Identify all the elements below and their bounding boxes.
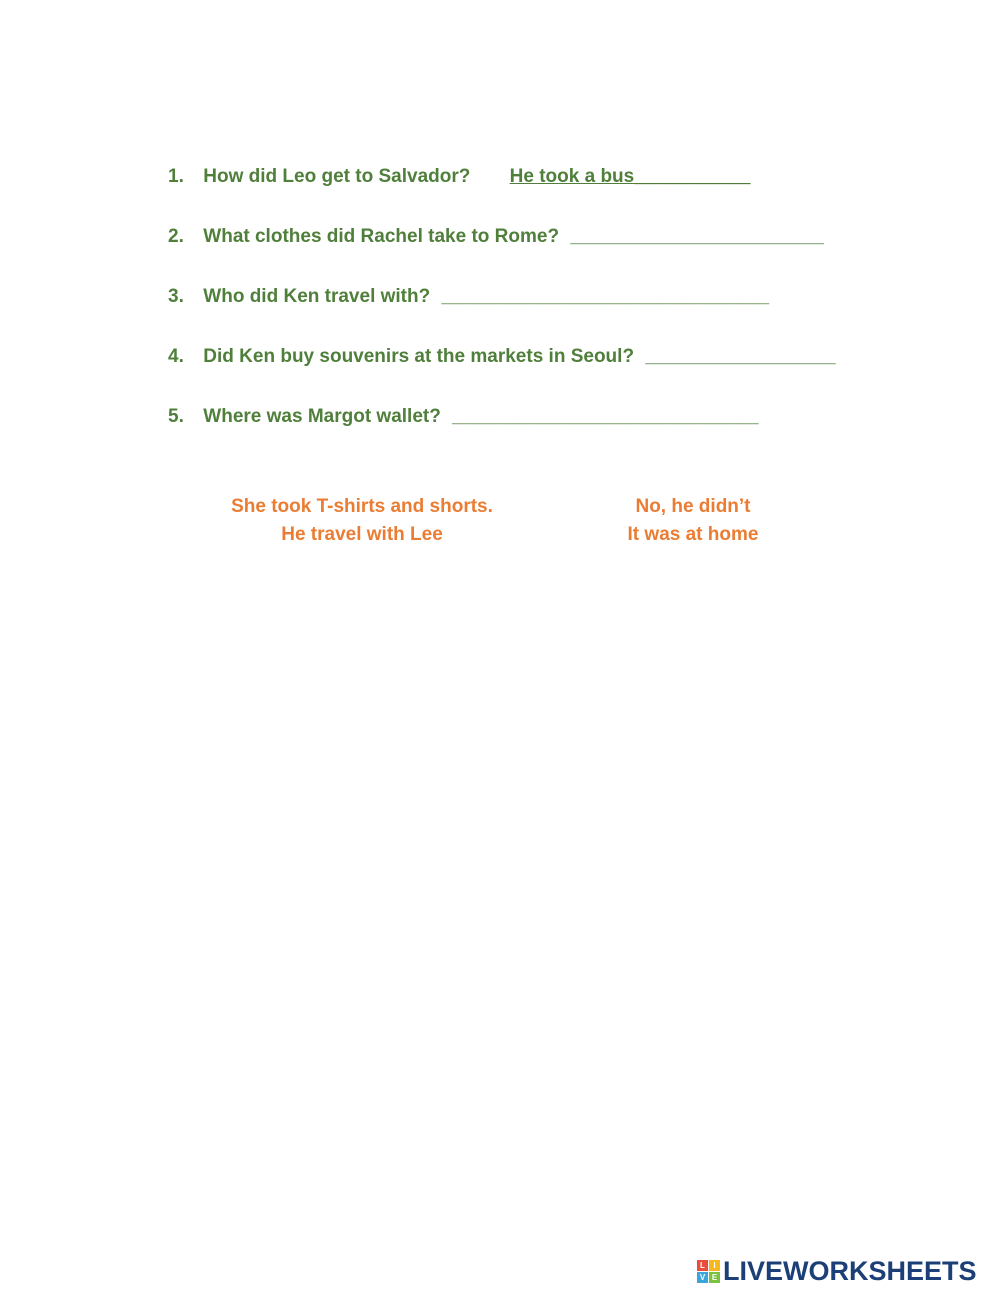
question-number: 5. <box>168 406 184 427</box>
answer-field-3[interactable]: _______________________________ <box>441 286 770 307</box>
question-number: 2. <box>168 226 184 247</box>
logo-letter: L <box>697 1260 708 1271</box>
question-text: Where was Margot wallet? <box>203 406 441 427</box>
logo-letter: V <box>697 1272 708 1283</box>
question-number: 3. <box>168 286 184 307</box>
logo-letter: E <box>709 1272 720 1283</box>
answer-blank: ___________ <box>634 166 751 187</box>
question-text: Who did Ken travel with? <box>203 286 431 307</box>
answer-option[interactable]: He travel with Lee <box>281 524 443 545</box>
liveworksheets-logo <box>697 1255 977 1287</box>
question-2 <box>168 225 824 249</box>
answer-options-left <box>212 493 512 549</box>
question-number: 4. <box>168 346 184 367</box>
answer-option[interactable]: It was at home <box>627 524 759 545</box>
answer-field-4[interactable]: __________________ <box>645 346 836 367</box>
answer-field-1[interactable] <box>510 166 751 187</box>
question-5 <box>168 405 759 429</box>
answer-text: He took a bus <box>509 166 635 187</box>
question-1 <box>168 165 750 189</box>
logo-text: LIVEWORKSHEETS <box>723 1255 977 1286</box>
answer-option[interactable]: She took T-shirts and shorts. <box>231 496 493 517</box>
question-3 <box>168 285 769 309</box>
answer-options-right <box>593 493 793 549</box>
question-text: What clothes did Rachel take to Rome? <box>203 226 560 247</box>
live-mark-icon <box>697 1260 720 1283</box>
answer-field-2[interactable]: ________________________ <box>570 226 824 247</box>
question-text: Did Ken buy souvenirs at the markets in Seoul? <box>203 346 635 367</box>
answer-field-5[interactable]: _____________________________ <box>452 406 759 427</box>
question-number: 1. <box>168 166 184 187</box>
question-4 <box>168 345 836 369</box>
question-text: How did Leo get to Salvador? <box>203 166 471 187</box>
answer-option[interactable]: No, he didn’t <box>635 496 751 517</box>
logo-letter: I <box>709 1260 720 1271</box>
